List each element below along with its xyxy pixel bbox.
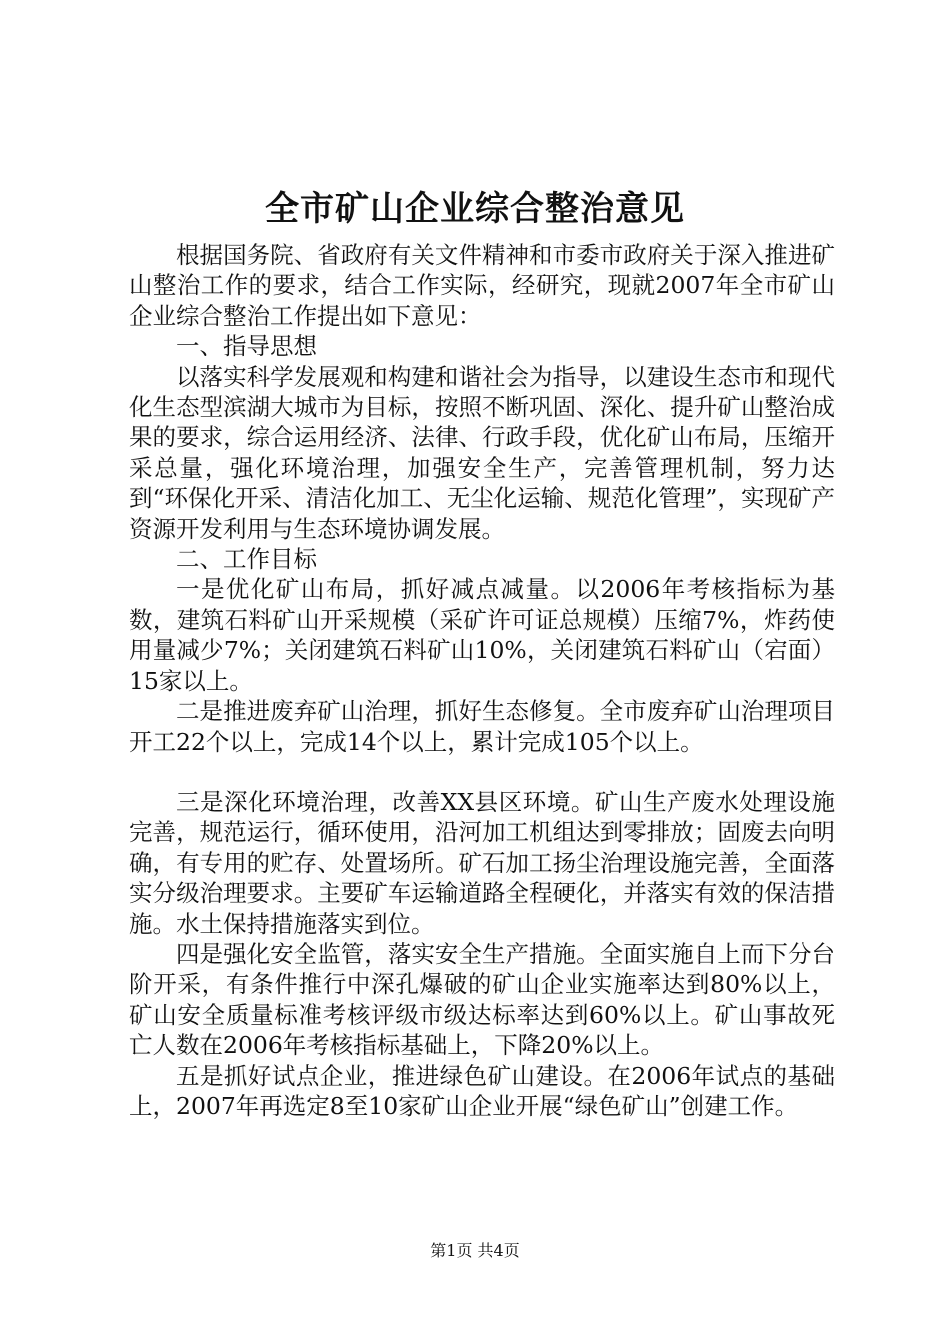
intro-paragraph: 根据国务院、省政府有关文件精神和市委市政府关于深入推进矿山整治工作的要求，结合工作实际，经研究，现就2007年全市矿山企业综合整治工作提出如下意见： — [129, 241, 835, 330]
goal-paragraph-5: 五是抓好试点企业，推进绿色矿山建设。在2006年试点的基础上，2007年再选定8至10家矿山企业开展“绿色矿山”创建工作。 — [129, 1061, 835, 1120]
goal-paragraph-1: 一是优化矿山布局，抓好减点减量。以2006年考核指标为基数，建筑石料矿山开采规模（采矿许可证总规模）压缩7%，炸药使用量减少7%；关闭建筑石料矿山10%，关闭建筑石料矿山（宕面）15家以上。 — [129, 575, 835, 695]
goal-paragraph-4: 四是强化安全监管，落实安全生产措施。全面实施自上而下分台阶开采，有条件推行中深孔爆破的矿山企业实施率达到80%以上，矿山安全质量标准考核评级市级达标率达到60%以上。矿山事故死亡人数在2006年考核指标基础上，下降20%以上。 — [129, 939, 835, 1060]
section-heading-guiding-thought: 一、指导思想 — [176, 332, 317, 361]
section-heading-work-goals: 二、工作目标 — [176, 545, 317, 574]
goal-paragraph-2: 二是推进废弃矿山治理，抓好生态修复。全市废弃矿山治理项目开工22个以上，完成14个以上，累计完成105个以上。 — [129, 697, 835, 756]
document-title: 全市矿山企业综合整治意见 — [265, 189, 685, 229]
goal-paragraph-3: 三是深化环境治理，改善XX县区环境。矿山生产废水处理设施完善，规范运行，循环使用，沿河加工机组达到零排放；固废去向明确，有专用的贮存、处置场所。矿石加工扬尘治理设施完善，全面落实分级治理要求。主要矿车运输道路全程硬化，并落实有效的保洁措施。水土保持措施落实到位。 — [129, 787, 835, 938]
page-footer: 第1页 共4页 — [430, 1241, 520, 1260]
paragraph-spacer — [129, 757, 835, 787]
document-body — [129, 240, 835, 1121]
guiding-thought-paragraph: 以落实科学发展观和构建和谐社会为指导，以建设生态市和现代化生态型滨湖大城市为目标，按照不断巩固、深化、提升矿山整治成果的要求，综合运用经济、法律、行政手段，优化矿山布局，压缩开采总量，强化环境治理，加强安全生产，完善管理机制，努力达到“环保化开采、清洁化加工、无尘化运输、规范化管理”，实现矿产资源开发利用与生态环境协调发展。 — [129, 362, 835, 543]
